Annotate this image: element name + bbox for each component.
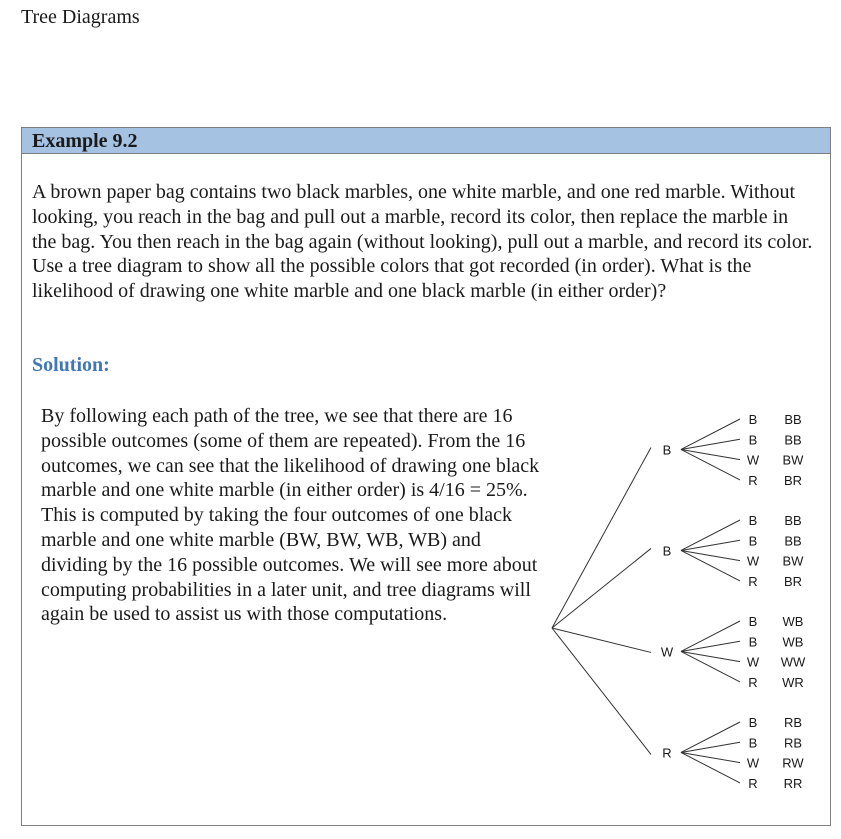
outcome-label: WW [780,654,806,670]
second-draw-label: W [746,553,760,569]
second-draw-label: B [748,715,758,730]
outcome-label: BR [783,573,803,589]
first-draw-label: B [662,442,672,458]
second-branch-line [681,651,740,681]
first-branch-line [552,447,651,628]
second-draw-label: B [748,513,758,528]
outcome-label: WB [782,634,804,650]
outcome-label: BB [784,412,802,427]
second-branch-line [681,752,740,782]
first-draw-label: B [662,543,672,559]
second-draw-label: W [746,654,760,670]
problem-statement: A brown paper bag contains two black marbles, one white marble, and one red marble. Without looking, you reach in the bag and pull out a marble, record its color, then replace the marble in the bag. You then reach in the bag again (without looking), pull out a marble, and record its color. Use a tree diagram to show all the possible colors that got recorded (in order). What is the likelihood of drawing one white marble and one black marble (in either order)? [32,181,813,303]
second-draw-label: W [746,755,760,771]
outcome-label: WB [782,614,804,629]
outcome-label: BW [782,452,804,468]
first-branch-line [552,628,651,652]
second-draw-label: B [748,735,758,751]
outcome-label: BR [783,472,803,488]
second-branch-line [681,449,740,479]
outcome-label: RW [782,755,804,771]
second-draw-label: B [748,432,758,448]
first-branch-line [552,628,651,754]
second-branch-line [681,621,740,651]
outcome-label: RB [783,735,803,751]
outcome-label: BB [784,432,802,448]
outcome-label: RR [783,775,803,791]
second-draw-label: R [748,573,758,589]
first-draw-label: R [662,745,672,761]
second-draw-label: R [748,775,758,791]
outcome-label: BW [782,553,804,569]
second-draw-label: W [746,452,760,468]
second-draw-label: R [748,472,758,488]
first-branch-line [552,548,651,628]
first-draw-label: W [660,644,674,660]
second-draw-label: B [748,634,758,650]
outcome-label: RB [783,715,803,730]
second-branch-line [681,419,740,449]
outcome-label: BB [784,533,802,549]
second-branch-line [681,550,740,580]
outcome-label: WR [782,674,804,690]
solution-text: By following each path of the tree, we see that there are 16 possible outcomes (some of them are repeated). From the 16 outcomes, we can see that the likelihood of drawing one black marble and one white marble (in either order) is 4/16 = 25%. This is computed by taking the four outcomes of one black marble and one white marble (BW, BW, WB, WB) and dividing by the 16 possible outcomes. We will see more about computing probabilities in a later unit, and tree diagrams will again be used to assist us with those computations. [41,405,540,626]
solution-label: Solution: [32,354,110,376]
second-draw-label: B [748,533,758,549]
second-branch-line [681,722,740,752]
second-draw-label: R [748,674,758,690]
example-title: Example 9.2 [32,130,138,152]
second-draw-label: B [748,614,758,629]
outcome-label: BB [784,513,802,528]
page-title: Tree Diagrams [21,6,140,28]
second-branch-line [681,520,740,550]
second-draw-label: B [748,412,758,427]
